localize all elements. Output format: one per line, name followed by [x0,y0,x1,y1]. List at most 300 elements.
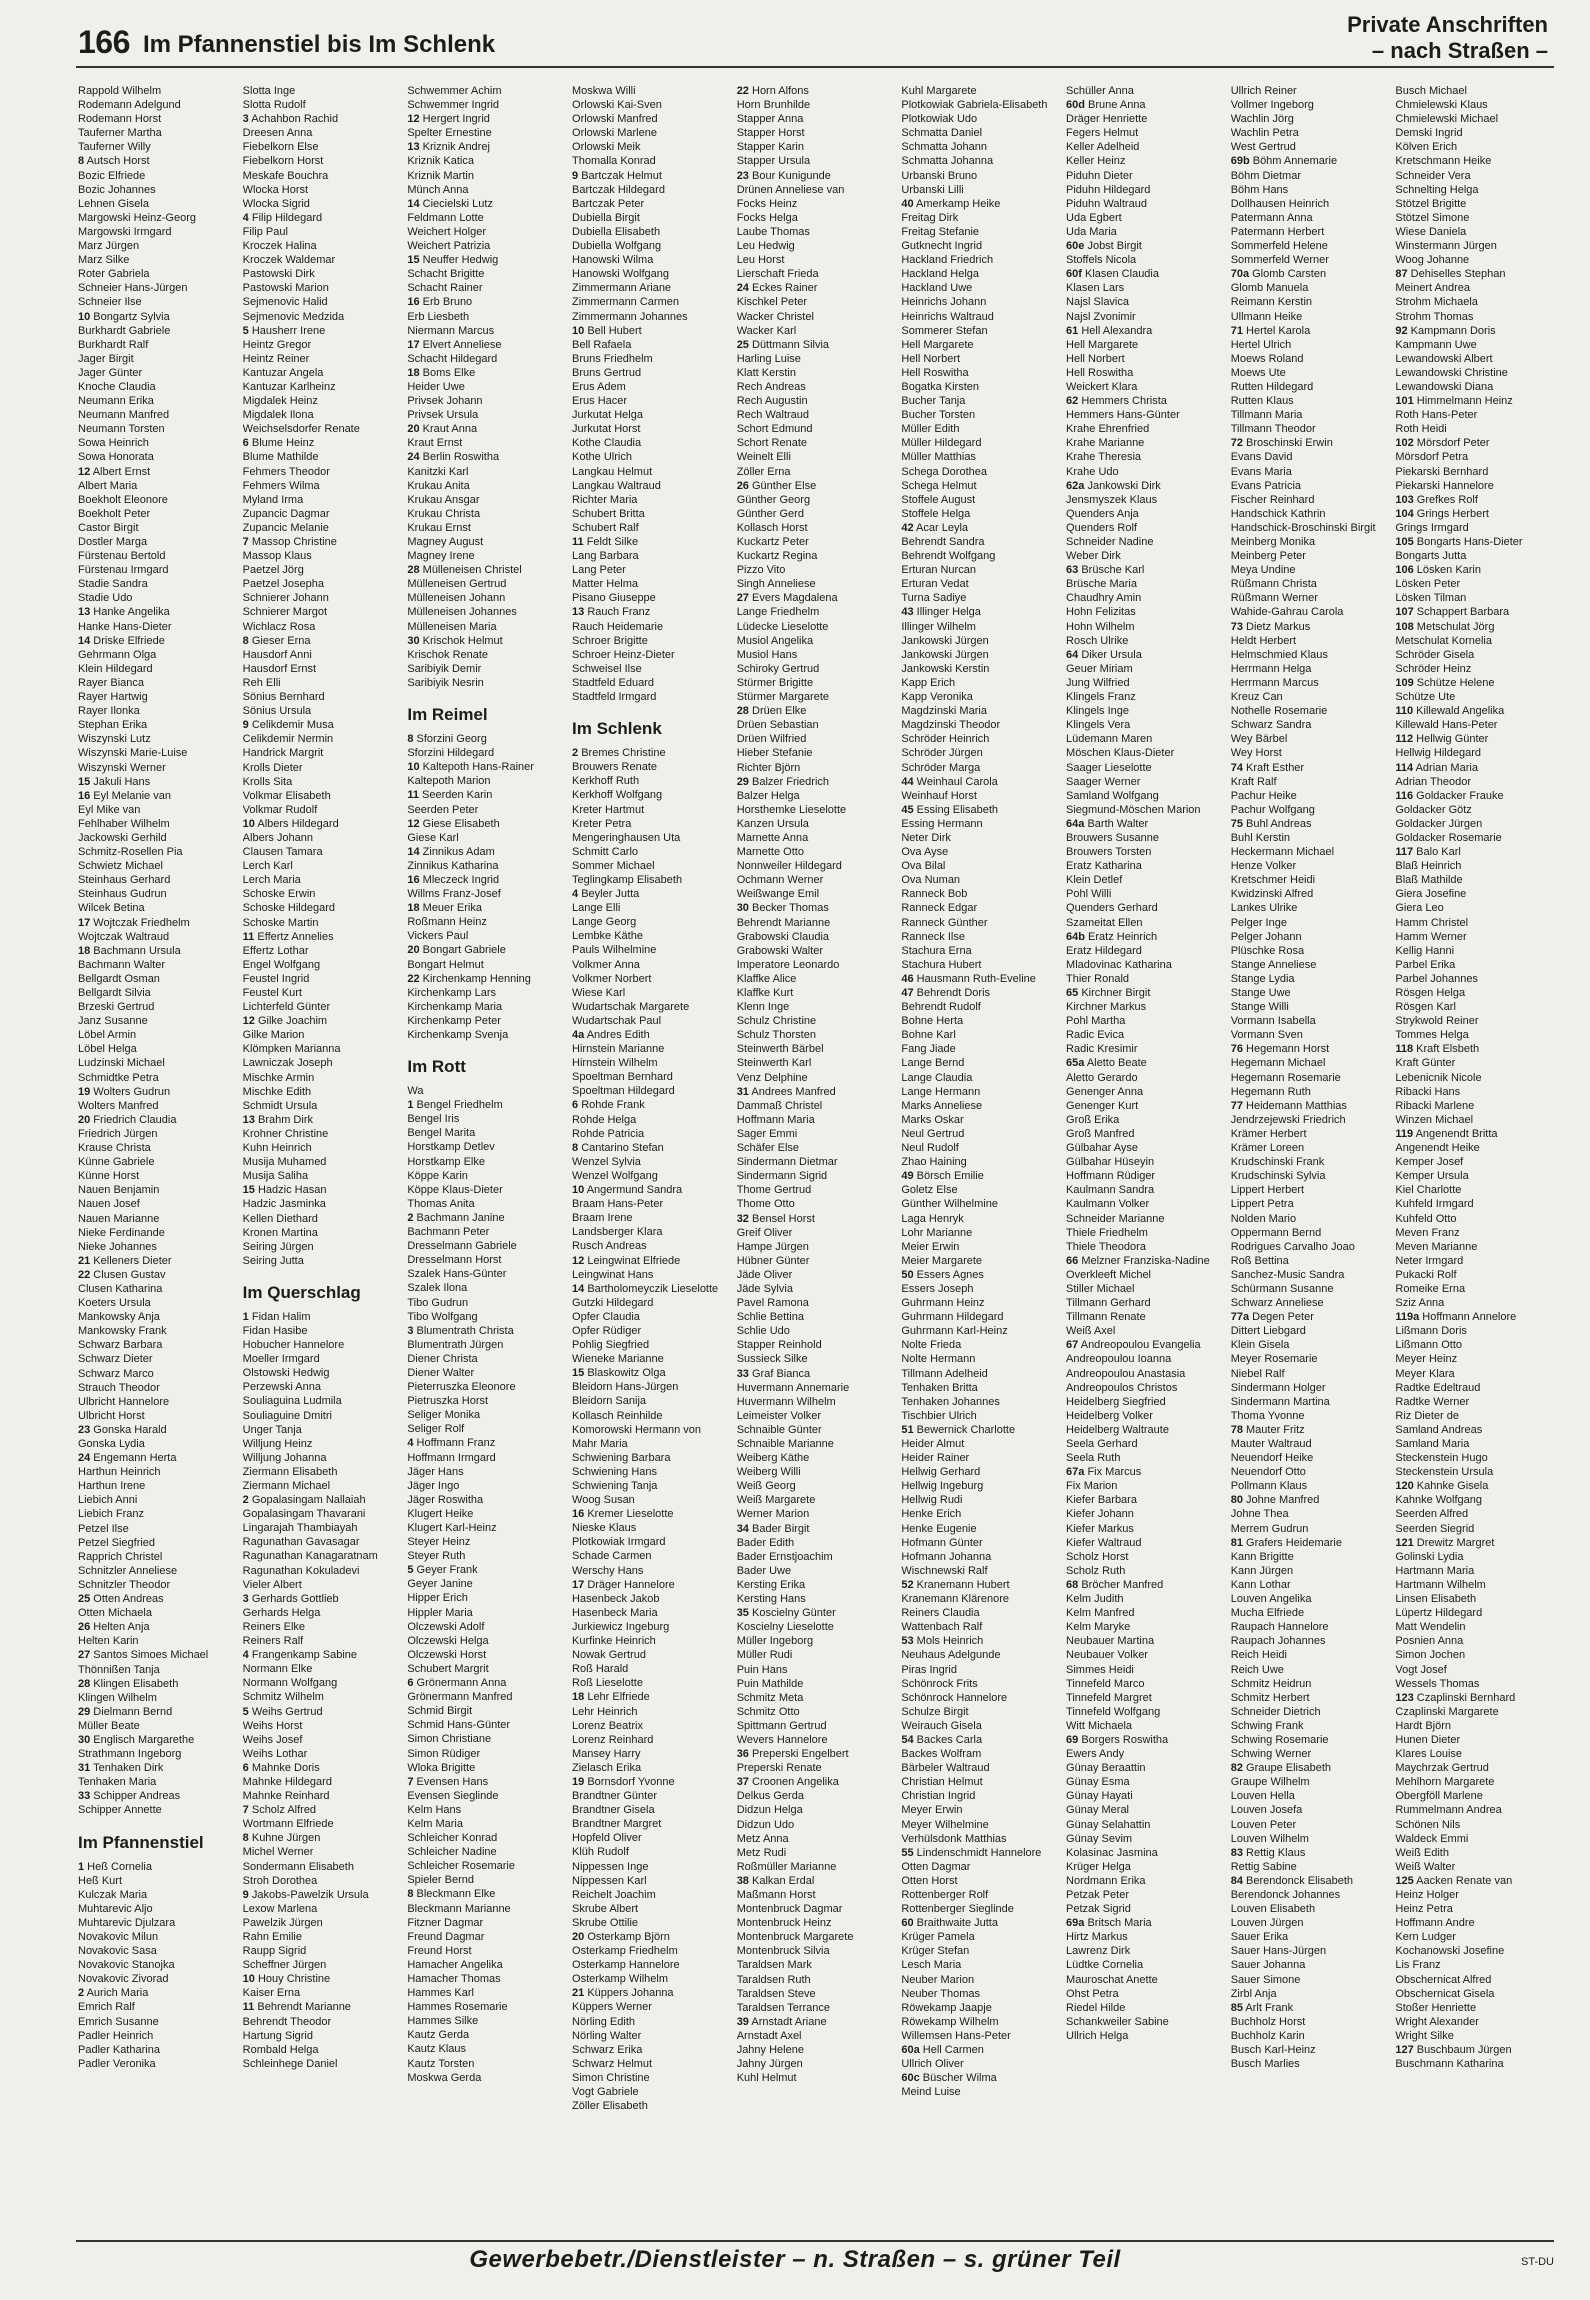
house-number: 37 [736,1776,749,1789]
directory-entry: 17 Wojtczak Friedhelm [78,916,190,929]
directory-entry: Louven Josefa [1230,1804,1303,1817]
directory-entry: Schwarz Dieter [78,1353,153,1366]
house-number: 7 [242,1804,249,1817]
house-number: 20 [407,944,420,957]
directory-entry: Henze Volker [1230,860,1297,873]
house-number: 9 [242,1888,249,1901]
directory-entry: 33 Graf Bianca [736,1367,811,1380]
directory-entry: Kuckartz Peter [736,536,809,548]
directory-entry: Heintz Gregor [242,338,312,351]
directory-entry: Schmatta Johann [901,141,987,154]
directory-entry: Clausen Tamara [242,846,323,859]
directory-entry: Schwarz Erika [572,2043,643,2056]
directory-entry: Woog Johanne [1395,254,1470,267]
directory-entry: Schlie Bettina [736,1311,804,1324]
directory-entry: Sowa Heinrich [78,437,149,450]
house-number: 106 [1395,564,1414,577]
directory-entry: Schulze Birgit [901,1705,969,1718]
directory-entry: Lehr Heinrich [572,1705,638,1718]
directory-entry: 62a Jankowski Dirk [1066,479,1161,492]
directory-entry: 51 Bewernick Charlotte [901,1423,1016,1436]
directory-entry: 11 Seerden Karin [407,789,493,802]
house-number: 11 [242,930,255,943]
house-number: 60f [1066,268,1082,281]
directory-entry: 11 Feldt Silke [572,536,639,548]
directory-entry: Kaiser Erna [242,1987,301,2000]
directory-entry: Overkleeft Michel [1066,1268,1152,1281]
directory-entry: Lösken Tilman [1395,592,1467,605]
directory-entry: Ohst Petra [1066,1987,1119,2000]
directory-entry: Volkmar Elisabeth [242,789,331,802]
directory-entry: Scholz Ruth [1066,1564,1126,1577]
directory-entry: Hell Norbert [901,352,961,365]
directory-entry: Wevers Hannelore [736,1733,828,1746]
directory-entry: Wilcek Betina [78,902,145,915]
house-number: 8 [407,1888,414,1901]
directory-entry: Schleicher Nadine [407,1846,497,1859]
directory-entry: Orlowski Manfred [572,113,658,126]
directory-entry: Nauen Benjamin [78,1184,160,1197]
directory-entry: Schnelting Helga [1395,183,1479,196]
directory-entry: Hohn Wilhelm [1066,620,1135,633]
directory-entry: 10 Bell Hubert [572,324,642,337]
directory-entry: 2 Gopalasingam Nallaiah [242,1494,366,1507]
house-number: 61 [1066,324,1079,337]
directory-entry: Kretschmann Heike [1395,155,1492,168]
directory-entry: 23 Bour Kunigunde [736,169,831,182]
directory-entry: Harthun Heinrich [78,1466,161,1479]
directory-entry: Fix Marion [1066,1480,1118,1493]
directory-entry: Nonnweiler Hildegard [736,860,842,873]
house-number: 60 [901,1917,914,1930]
house-number: 18 [407,902,420,915]
directory-entry: Verhülsdonk Matthias [901,1832,1007,1845]
directory-entry: Willjung Heinz [242,1437,313,1450]
directory-entry: Ewers Andy [1066,1748,1125,1761]
directory-entry: Heider Rainer [901,1452,970,1465]
directory-entry: Posnien Anna [1395,1635,1464,1648]
directory-entry: Tillmann Adelheid [901,1367,988,1380]
directory-entry: Ziermann Elisabeth [242,1465,338,1478]
directory-entry: Schlie Udo [736,1325,790,1338]
directory-entry: Maßmann Horst [736,1889,816,1901]
directory-entry: Pauls Wilhelmine [572,944,657,957]
house-number: 11 [242,2001,255,2014]
directory-entry: Hübner Günter [736,1254,810,1267]
directory-entry: Schönen Nils [1395,1818,1461,1831]
header-rule [76,66,1554,68]
directory-entry: Ribacki Hans [1395,1085,1461,1098]
directory-entry: Kolasinac Jasmina [1066,1846,1158,1859]
directory-entry: Nörling Walter [572,2029,642,2042]
directory-entry: Lange Elli [572,902,621,915]
directory-entry: Hammes Silke [407,2015,479,2028]
directory-entry: Kantuzar Karlheinz [242,380,336,393]
directory-entry: Samland Andreas [1395,1423,1483,1436]
directory-entry: Margowski Heinz-Georg [78,211,196,224]
house-number: 10 [242,1973,255,1986]
directory-entry: 36 Preperski Engelbert [736,1748,849,1761]
directory-entry: Rappold Wilhelm [78,85,162,97]
directory-entry: Plotkowiak Udo [901,113,978,126]
directory-entry: Neuhaus Adelgunde [901,1649,1001,1662]
directory-entry: Fehmers Theodor [242,465,330,478]
directory-entry: Wiszynski Marie-Luise [78,747,188,760]
directory-entry: Gutknecht Ingrid [901,240,983,253]
directory-entry: Privsek Johann [407,395,483,408]
directory-entry: Neubauer Volker [1066,1649,1148,1662]
directory-entry: 25 Düttmann Silvia [736,338,830,351]
directory-entry: 8 Bleckmann Elke [407,1888,496,1901]
directory-entry: 5 Geyer Frank [407,1564,478,1577]
directory-entry: Puin Mathilde [736,1677,804,1690]
house-number: 27 [78,1649,91,1662]
directory-entry: Eyl Mike van [78,803,141,816]
directory-entry: 7 Evensen Hans [407,1775,489,1788]
directory-entry: Petzel Siegfried [78,1536,156,1549]
directory-entry: Steyer Heinz [407,1536,471,1549]
directory-entry: Thier Ronald [1066,972,1130,985]
directory-entry: 43 Illinger Helga [901,606,981,619]
house-number: 6 [572,1099,579,1112]
directory-entry: Klingels Franz [1066,691,1136,704]
directory-entry: 107 Schappert Barbara [1395,606,1510,619]
directory-entry: Piduhn Hildegard [1066,183,1151,196]
directory-entry: Tibo Gudrun [407,1296,469,1309]
directory-entry: 118 Kraft Elsbeth [1395,1043,1480,1056]
directory-entry: Osterkamp Friedhelm [572,1945,678,1958]
directory-entry: Diener Christa [407,1352,478,1365]
directory-entry: Krause Christa [78,1142,151,1155]
directory-entry: Schacht Rainer [407,282,483,295]
directory-entry: 38 Kalkan Erdal [736,1874,815,1887]
house-number: 5 [407,1564,414,1577]
directory-entry: Liebich Anni [78,1494,138,1507]
directory-entry: Meier Erwin [901,1240,960,1253]
directory-entry: Petzak Peter [1066,1889,1130,1901]
directory-entry: Krudschinski Sylvia [1230,1170,1326,1183]
house-number: 14 [78,634,91,647]
directory-entry: Kaulmann Volker [1066,1198,1150,1211]
directory-entry: Margowski Irmgard [78,225,172,238]
directory-entry: Rüßmann Christa [1230,578,1317,591]
house-number: 104 [1395,507,1414,520]
directory-entry: Neuendorf Heike [1230,1452,1314,1465]
directory-entry: Kahnke Wolfgang [1395,1494,1483,1507]
directory-entry: Schürmann Susanne [1230,1282,1334,1295]
house-number: 114 [1395,761,1414,774]
house-number: 107 [1395,606,1414,619]
directory-entry: Bleckmann Marianne [407,1902,511,1915]
directory-entry: Hellwig Gerhard [901,1466,981,1479]
directory-entry: Bartczak Hildegard [572,183,665,196]
directory-entry: Meya Undine [1230,564,1296,577]
directory-entry: Metz Anna [736,1832,789,1845]
directory-entry: 84 Berendonck Elisabeth [1230,1874,1354,1887]
directory-entry: Spieler Bernd [407,1874,474,1887]
directory-entry: Wudartschak Margarete [572,1000,690,1013]
directory-entry: Tommes Helga [1395,1029,1469,1042]
directory-entry: Henke Eugenie [901,1522,977,1535]
directory-entry: Stapper Karin [736,141,804,154]
directory-entry: Focks Heinz [736,197,798,210]
directory-entry: Schneider Nadine [1066,536,1154,548]
house-number: 13 [78,606,91,619]
directory-entry: Friedrich Jürgen [78,1127,158,1140]
directory-column [570,84,735,2234]
directory-entry: Steyer Ruth [407,1550,466,1563]
directory-entry: Kuhn Heinrich [242,1142,312,1155]
directory-entry: Schüller Anna [1066,85,1134,97]
directory-entry: 110 Killewald Angelika [1395,705,1505,718]
directory-entry: Jahny Jürgen [736,2058,803,2071]
directory-entry: Lüdtke Cornelia [1066,1959,1144,1972]
house-number: 70a [1230,268,1250,281]
house-number: 54 [901,1733,914,1746]
directory-entry: Lingarajah Thambiayah [242,1522,358,1535]
house-number: 39 [736,2015,749,2028]
directory-entry: Tauferner Willy [78,141,151,154]
directory-entry: 75 Buhl Andreas [1230,817,1312,830]
directory-entry: Essers Joseph [901,1282,974,1295]
directory-entry: Nörling Edith [572,2015,635,2028]
directory-entry: Teglingkamp Elisabeth [572,873,683,886]
house-number: 69b [1230,155,1250,168]
directory-entry: Freitag Stefanie [901,225,980,238]
house-number: 8 [572,1141,579,1154]
house-number: 31 [736,1085,749,1098]
directory-entry: Diener Walter [407,1366,475,1379]
house-number: 110 [1395,705,1414,718]
directory-entry: 49 Börsch Emilie [901,1170,984,1183]
house-number: 21 [78,1254,91,1267]
house-number: 10 [572,324,585,337]
directory-entry: Wiszynski Lutz [78,733,151,746]
directory-entry: Kann Jürgen [1230,1564,1294,1577]
directory-entry: Vogt Gabriele [572,2086,639,2099]
directory-entry: Bengel Iris [407,1113,460,1126]
directory-entry: Schwarz Anneliese [1230,1297,1324,1310]
directory-entry: Delkus Gerda [736,1790,804,1803]
directory-entry: Bruns Friedhelm [572,352,653,365]
house-number: 49 [901,1170,914,1183]
house-number: 7 [242,536,249,548]
directory-entry: Wattenbach Ralf [901,1621,983,1634]
directory-entry: Kann Brigitte [1230,1550,1294,1563]
directory-entry: 23 Gonska Harald [78,1423,167,1436]
directory-entry: Schort Renate [736,437,808,450]
directory-entry: Wischnewski Ralf [901,1564,988,1577]
directory-entry: Strohm Michaela [1395,296,1478,309]
directory-entry: Roth Hans-Peter [1395,409,1478,422]
directory-entry: Rüßmann Werner [1230,592,1318,605]
directory-entry: Dreesen Anna [242,127,313,140]
directory-entry: Obergföll Marlene [1395,1790,1483,1803]
directory-entry: Gilke Marion [242,1029,305,1042]
directory-entry: Louven Angelika [1230,1593,1312,1606]
directory-entry: Privsek Ursula [407,409,479,422]
directory-entry: Pastowski Marion [242,282,329,295]
directory-entry: Stötzel Simone [1395,211,1470,224]
directory-entry: Lankes Ulrike [1230,902,1298,915]
directory-entry: Braam Irene [572,1212,633,1225]
directory-entry: Zöller Erna [736,465,791,478]
directory-entry: Volkmer Norbert [572,972,652,985]
directory-entry: Stoffele Helga [901,507,971,520]
directory-entry: Christian Helmut [901,1776,983,1789]
house-number: 8 [78,155,85,168]
directory-entry: 29 Dielmann Bernd [78,1705,173,1718]
directory-entry: Albert Maria [78,479,138,492]
directory-entry: Turna Sadiye [901,592,967,605]
directory-entry: 81 Grafers Heidemarie [1230,1536,1342,1549]
directory-entry: Tenhaken Johannes [901,1395,1000,1408]
directory-entry: Kiefer Markus [1066,1522,1134,1535]
house-number: 16 [572,1508,585,1521]
directory-entry: Krukau Anita [407,479,470,492]
directory-entry: Mahnke Hildegard [242,1775,332,1788]
directory-entry: Krischok Renate [407,648,489,661]
directory-entry: Krahe Theresia [1066,451,1142,464]
directory-entry: Witt Michaela [1066,1719,1133,1732]
directory-entry: Schmid Hans-Günter [407,1719,511,1732]
street-heading: Im Querschlag [242,1282,361,1302]
directory-entry: Stoffels Nicola [1066,254,1137,267]
directory-entry: 15 Blaskowitz Olga [572,1367,666,1380]
house-number: 3 [242,1592,249,1605]
house-number: 13 [242,1113,255,1126]
directory-entry: Pizzo Vito [736,564,786,577]
directory-entry: Jäger Roswitha [407,1493,484,1506]
directory-entry: Lüpertz Hildegard [1395,1607,1483,1620]
directory-entry: Taraldsen Ruth [736,1973,811,1986]
directory-entry: Mucha Elfriede [1230,1607,1305,1620]
directory-entry: Krudschinski Frank [1230,1156,1325,1169]
directory-entry: Heidelberg Waltraute [1066,1423,1169,1436]
directory-entry: Schmitz-Rosellen Pia [78,846,183,859]
directory-entry: Handrick Margrit [242,747,324,760]
directory-entry: Kapp Veronika [901,691,973,704]
directory-entry: Weiß Axel [1066,1325,1116,1338]
directory-entry: Fang Jiade [901,1043,956,1056]
directory-entry: Novakovic Stanojka [78,1959,175,1972]
footer-note: Gewerbebetr./Dienstleister – n. Straßen – s. grüner Teil [469,2246,1121,2273]
directory-entry: Sanchez-Music Sandra [1230,1268,1345,1281]
directory-entry: Thiele Theodora [1066,1240,1146,1253]
house-number: 60e [1066,240,1085,253]
directory-entry: Röwekamp Jaapje [901,2001,992,2014]
directory-entry: Schwing Werner [1230,1748,1312,1761]
house-number: 9 [572,169,579,182]
directory-entry: Schwemmer Achim [407,85,502,97]
directory-entry: 2 Bachmann Janine [407,1211,505,1224]
directory-column [1229,84,1394,2234]
directory-entry: Klingels Inge [1066,705,1130,718]
directory-entry: Meven Franz [1395,1226,1460,1239]
directory-entry: Harling Luise [736,352,801,365]
directory-entry: Henke Erich [901,1508,962,1521]
directory-entry: Günther Georg [736,493,811,506]
directory-entry: Schleicher Konrad [407,1832,498,1845]
directory-entry: Hackland Friedrich [901,254,994,267]
directory-entry: Lewandowski Christine [1395,366,1508,379]
directory-entry: Montenbruck Dagmar [736,1903,843,1916]
directory-entry: 68 Bröcher Manfred [1066,1578,1164,1591]
directory-entry: Lerch Karl [242,860,293,873]
directory-entry: Novakovic Zivorad [78,1973,169,1986]
directory-entry: Bellgardt Silvia [78,987,151,999]
directory-entry: Moeller Irmgard [242,1353,320,1366]
directory-entry: Hausdorf Anni [242,648,312,661]
directory-entry: Stürmer Brigitte [736,676,814,689]
directory-entry: 63 Brüsche Karl [1066,564,1145,577]
directory-entry: Celikdemir Nermin [242,733,334,746]
house-number: 108 [1395,620,1414,633]
house-number: 71 [1230,324,1243,337]
house-number: 32 [736,1212,749,1225]
directory-entry: Balzer Helga [736,789,800,802]
directory-entry: 66 Melzner Franziska-Nadine [1066,1254,1210,1267]
directory-entry: Bader Ernstjoachim [736,1550,833,1563]
directory-entry: Piduhn Waltraud [1066,197,1147,210]
directory-entry: Schwarz Marco [78,1367,154,1380]
directory-entry: Skrube Albert [572,1902,639,1915]
directory-entry: Engel Wolfgang [242,958,321,971]
directory-entry: Helten Karin [78,1635,139,1648]
directory-entry: Brouwers Susanne [1066,831,1159,844]
directory-entry: Waldeck Emmi [1395,1832,1469,1845]
house-number: 51 [901,1423,914,1436]
directory-entry: Perzewski Anna [242,1381,321,1394]
directory-entry: Jahny Helene [736,2044,804,2057]
directory-entry: Kronen Martina [242,1226,318,1239]
directory-entry: 7 Scholz Alfred [242,1804,317,1817]
directory-entry: Padler Heinrich [78,2029,154,2042]
directory-entry: Thönnißen Tanja [78,1663,160,1676]
directory-entry: Wichlacz Rosa [242,620,316,633]
directory-entry: Hoffmann Irmgard [407,1451,496,1464]
directory-entry: 112 Hellwig Günter [1395,733,1489,746]
directory-entry: Chmielewski Klaus [1395,99,1488,112]
directory-entry: Weirauch Gisela [901,1719,982,1732]
directory-entry: Hegemann Rosemarie [1230,1071,1341,1084]
directory-entry: Dollhausen Heinrich [1230,197,1330,210]
directory-entry: Schwietz Michael [78,860,163,873]
directory-entry: Kirchenkamp Maria [407,1000,503,1013]
directory-entry: Evans Patricia [1230,479,1302,492]
house-number: 52 [901,1578,914,1591]
directory-entry: Groß Manfred [1066,1127,1135,1140]
page-street-range: Im Pfannenstiel bis Im Schlenk [143,31,496,58]
directory-entry: Blume Mathilde [242,451,319,464]
directory-entry: 54 Backes Carla [901,1733,983,1746]
directory-entry: Kretschmer Heidi [1230,874,1316,887]
directory-entry: Schnaible Marianne [736,1438,834,1450]
directory-entry: Bachmann Walter [78,958,166,971]
directory-entry: Orlowski Marlene [572,127,657,140]
directory-entry: Stange Uwe [1230,987,1291,999]
house-number: 18 [78,944,91,957]
directory-entry: Kraft Günter [1395,1057,1456,1070]
directory-entry: 109 Schütze Helene [1395,676,1495,689]
directory-entry: Hohn Felizitas [1066,606,1136,619]
directory-entry: Schmitt Carlo [572,845,639,858]
directory-entry: Slotta Rudolf [242,99,306,112]
directory-entry: 4 Beyler Jutta [572,888,640,901]
directory-entry: Kuhfeld Irmgard [1395,1198,1474,1211]
directory-entry: Erturan Vedat [901,578,969,591]
directory-entry: Roter Gabriela [78,268,150,281]
